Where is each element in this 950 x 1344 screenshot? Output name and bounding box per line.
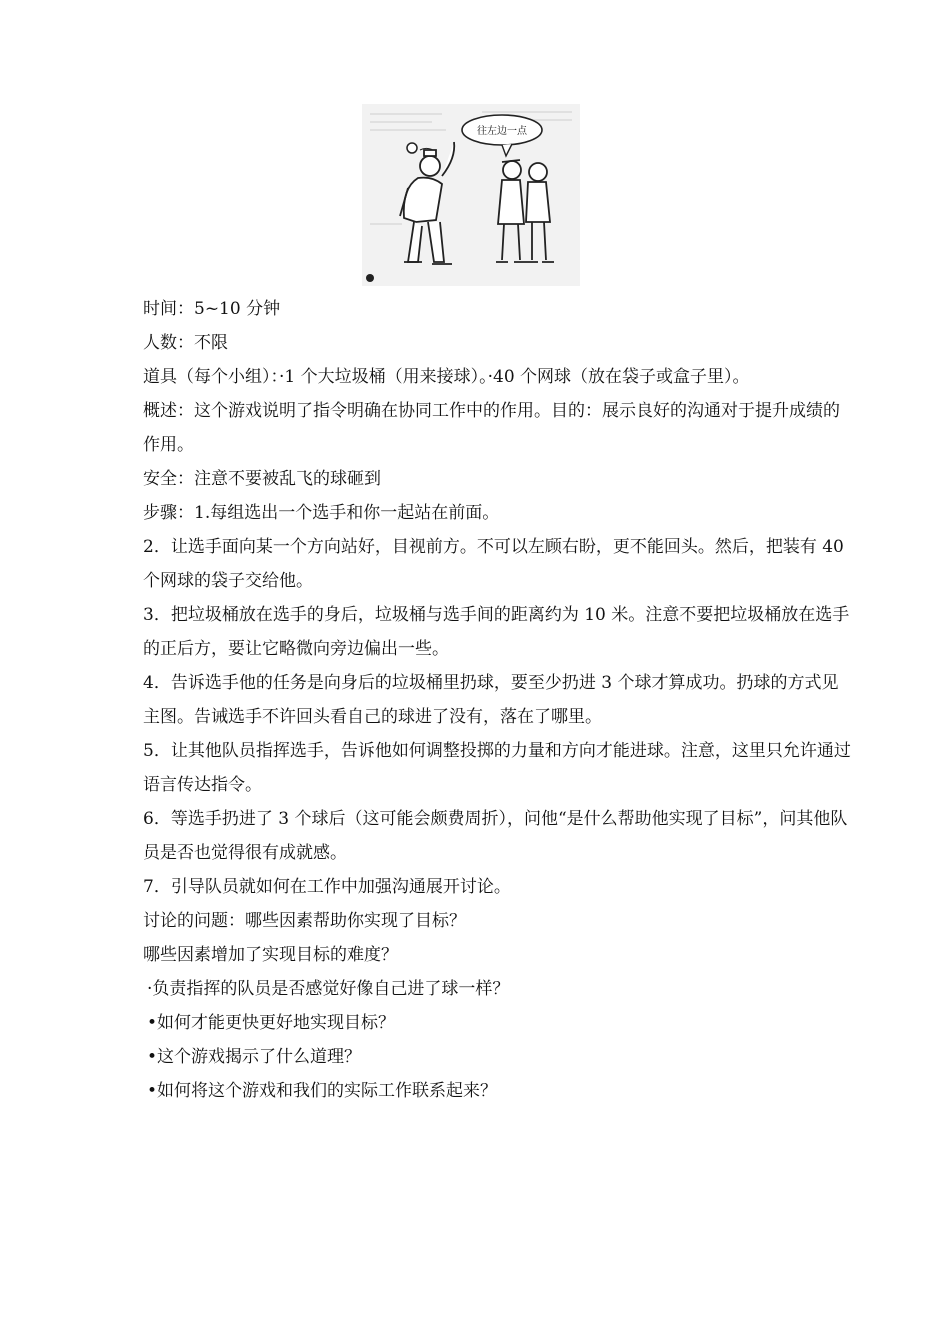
discussion-question-2: 哪些因素增加了实现目标的难度？ [143, 945, 398, 965]
time-info: 时间：5~10 分钟 [143, 299, 281, 319]
speech-bubble-text: 往左边一点 [477, 126, 527, 137]
step-3: 3．把垃圾桶放在选手的身后，垃圾桶与选手间的距离约为 10 米。注意不要把垃圾桶放在选手的正后方，要让它略微向旁边偏出一些。 [143, 605, 850, 659]
step-2: 2．让选手面向某一个方向站好，目视前方。不可以左顾右盼，更不能回头。然后，把装有 40 个网球的袋子交给他。 [143, 537, 844, 591]
bullet-item: •如何将这个游戏和我们的实际工作联系起来？ [147, 1081, 498, 1101]
cartoon-drawing [362, 104, 580, 286]
discussion-question-1: 讨论的问题：哪些因素帮助你实现了目标？ [143, 911, 466, 931]
bullet-item: •这个游戏揭示了什么道理？ [147, 1047, 362, 1067]
step-5: 5．让其他队员指挥选手，告诉他如何调整投掷的力量和方向才能进球。注意，这里只允许通过语言传达指令。 [143, 741, 851, 795]
article-body [143, 292, 855, 1108]
bullet-item: •如何才能更快更好地实现目标？ [147, 1013, 396, 1033]
safety-info: 安全：注意不要被乱飞的球砸到 [143, 469, 381, 489]
cartoon-illustration [362, 104, 580, 286]
step-4: 4．告诉选手他的任务是向身后的垃圾桶里扔球，要至少扔进 3 个球才算成功。扔球的方式见主图。告诫选手不许回头看自己的球进了没有，落在了哪里。 [143, 673, 839, 727]
step-6: 6．等选手扔进了 3 个球后（这可能会颇费周折），问他“是什么帮助他实现了目标”，问其他队员是否也觉得很有成就感。 [143, 809, 848, 863]
bullet-item: ·负责指挥的队员是否感觉好像自己进了球一样？ [147, 979, 510, 999]
step-7: 7．引导队员就如何在工作中加强沟通展开讨论。 [143, 877, 511, 897]
people-info: 人数：不限 [143, 333, 228, 353]
overview-info: 概述：这个游戏说明了指令明确在协同工作中的作用。目的：展示良好的沟通对于提升成绩的作用。 [143, 401, 840, 455]
props-info: 道具（每个小组）：·1 个大垃圾桶（用来接球）。·40 个网球（放在袋子或盒子里）。 [143, 367, 750, 387]
step-1: 步骤：1.每组选出一个选手和你一起站在前面。 [143, 503, 500, 523]
